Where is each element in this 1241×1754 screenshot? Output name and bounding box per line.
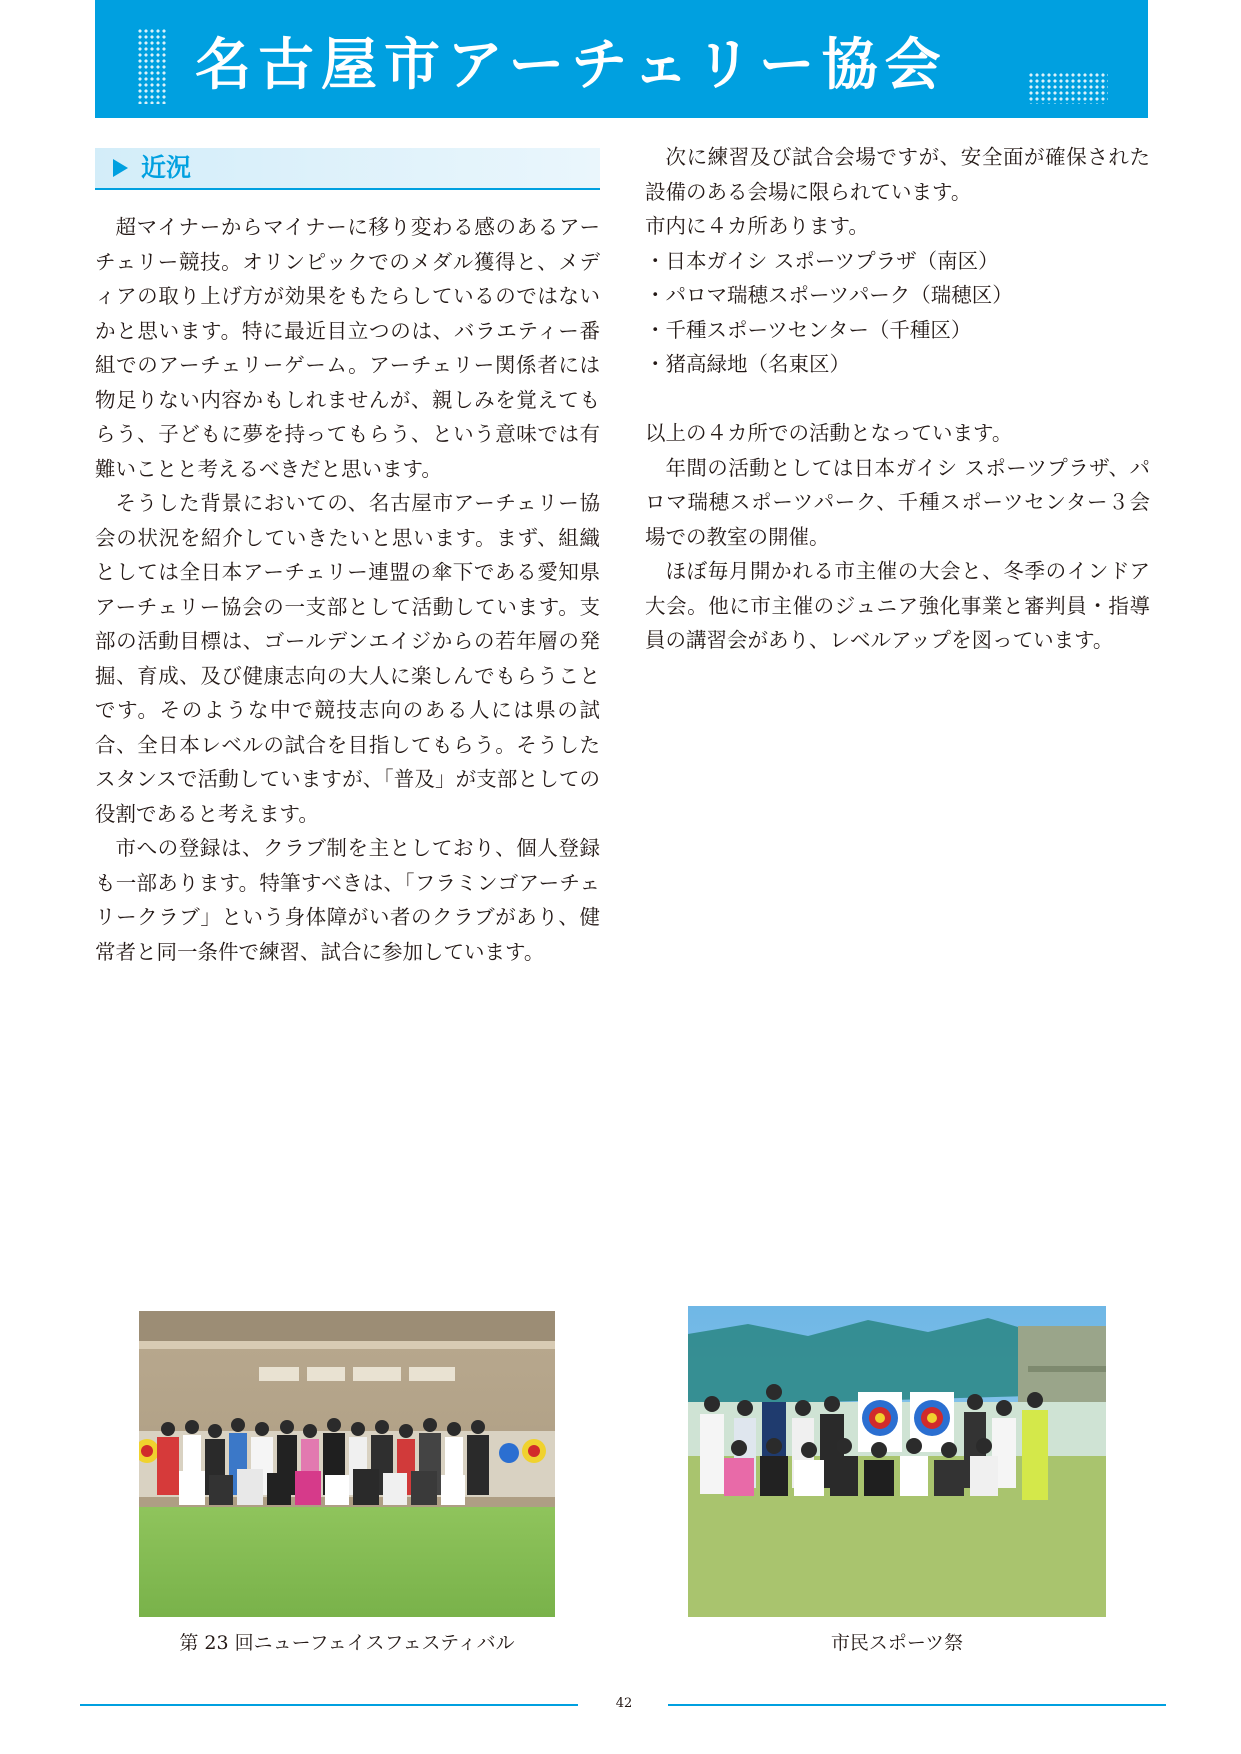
sports-festival-photo bbox=[688, 1306, 1106, 1617]
section-heading bbox=[95, 148, 600, 190]
venue-summary: 以上の４カ所での活動となっています。 bbox=[645, 421, 1013, 445]
section-heading-label: 近況 bbox=[141, 153, 192, 182]
page-title: 名古屋市アーチェリー協会 bbox=[195, 33, 948, 98]
festival-group-photo bbox=[139, 1311, 555, 1617]
page-number: 42 bbox=[615, 1696, 633, 1711]
dot-pattern-left bbox=[137, 28, 167, 104]
footer-rule-left bbox=[80, 1704, 578, 1706]
photo-caption: 市民スポーツ祭 bbox=[830, 1632, 964, 1654]
photo-caption: 第 23 回ニューフェイスフェスティバル bbox=[179, 1632, 515, 1654]
venue-list-item: ・日本ガイシ スポーツプラザ（南区） bbox=[645, 248, 999, 273]
body-paragraph: 市への登録は、クラブ制を主としており、個人登録も一部あります。特筆すべきは、「フラミンゴアーチェリークラブ」という身体障がい者のクラブがあり、健常者と同一条件で練習、試合に参加しています。 bbox=[95, 836, 600, 964]
footer-rule-right bbox=[668, 1704, 1166, 1706]
triangle-bullet-icon bbox=[113, 159, 128, 177]
venue-list-item: ・猪高緑地（名東区） bbox=[645, 352, 850, 376]
left-column bbox=[95, 210, 600, 969]
venue-intro: 次に練習及び試合会場ですが、安全面が確保された設備のある会場に限られています。 bbox=[645, 145, 1150, 204]
right-column bbox=[645, 140, 1150, 658]
body-paragraph: 年間の活動としては日本ガイシ スポーツプラザ、パロマ瑞穂スポーツパーク、千種スポーツセンター３会場での教室の開催。 bbox=[645, 455, 1150, 549]
body-paragraph: 超マイナーからマイナーに移り変わる感のあるアーチェリー競技。オリンピックでのメダル獲得と、メディアの取り上げ方が効果をもたらしているのではないかと思います。特に最近目立つのは、バラエティー番組でのアーチェリーゲーム。アーチェリー関係者には物足りない内容かもしれませんが、親しみを覚えてもらう、子どもに夢を持ってもらう、という意味では有難いことと考えるべきだと思います。 bbox=[95, 215, 600, 481]
venue-list-item: ・千種スポーツセンター（千種区） bbox=[645, 317, 972, 342]
venue-count: 市内に４カ所あります。 bbox=[645, 214, 869, 238]
venue-list-item: ・パロマ瑞穂スポーツパーク（瑞穂区） bbox=[645, 283, 1013, 307]
dot-pattern-right bbox=[1028, 72, 1108, 104]
body-paragraph: ほぼ毎月開かれる市主催の大会と、冬季のインドア大会。他に市主催のジュニア強化事業と審判員・指導員の講習会があり、レベルアップを図っています。 bbox=[645, 559, 1150, 652]
body-paragraph: そうした背景においての、名古屋市アーチェリー協会の状況を紹介していきたいと思います。まず、組織としては全日本アーチェリー連盟の傘下である愛知県アーチェリー協会の一支部として活動しています。支部の活動目標は、ゴールデンエイジからの若年層の発掘、育成、及び健康志向の大人に楽しんでもらうことです。そのような中で競技志向のある人には県の試合、全日本レベルの試合を目指してもらう。そうしたスタンスで活動していますが、「普及」が支部としての役割であると考えます。 bbox=[95, 491, 600, 826]
title-banner bbox=[95, 0, 1148, 118]
blank-line bbox=[645, 382, 1150, 417]
